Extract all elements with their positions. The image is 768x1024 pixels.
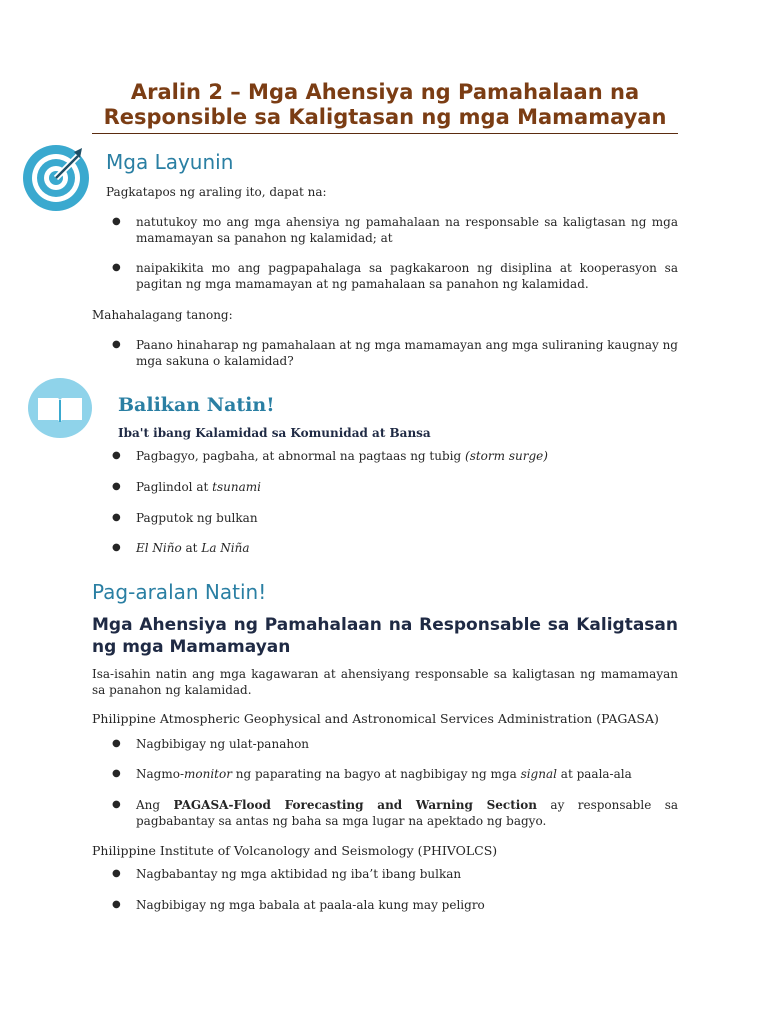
list-item [92, 736, 678, 752]
bullet-dot: ● [112, 512, 121, 523]
pagasa-b3-post: ay responsable sa pagbabantay sa antas ng baha sa mga lugar na apektado ng bagyo. [136, 798, 678, 828]
layunin-bullet-2: naipakikita mo ang pagpapahalaga sa pagkakaroon ng disiplina at kooperasyon sa pagitan ng mga mamamayan at ng pamahalaan sa panahon ng kalamidad. [136, 261, 678, 291]
bullet-dot: ● [112, 899, 121, 910]
pagasa-b3-pre: Ang [136, 798, 174, 812]
tanong-label: Mahahalagang tanong: [92, 308, 233, 322]
list-item [92, 448, 678, 464]
kalamidad-italic: El Niño [136, 541, 182, 555]
bullet-dot: ● [112, 450, 121, 461]
pagasa-bullet-1: Nagbibigay ng ulat-panahon [136, 737, 310, 751]
list-item [92, 540, 678, 556]
list-item [92, 214, 678, 246]
kalamidad-text: Paglindol at [136, 480, 209, 494]
list-item [92, 797, 678, 829]
list-item [92, 260, 678, 292]
bullet-dot: ● [112, 481, 121, 492]
pagasa-b2-italic: monitor [184, 767, 232, 781]
pagaralan-subheading-text: Mga Ahensiya ng Pamahalaan na Responsable sa Kaligtasan ng mga Mamamayan [92, 615, 678, 657]
layunin-bullet-1: natutukoy mo ang mga ahensiya ng pamahalaan na responsable sa kaligtasan ng mga mamamayan sa panahon ng kalamidad; at [136, 215, 678, 245]
pagasa-b2-italic: signal [520, 767, 557, 781]
target-icon [22, 144, 90, 212]
pagasa-b2-post: at paala-ala [556, 767, 632, 781]
kalamidad-italic: (storm surge) [465, 449, 548, 463]
kalamidad-text: Pagbagyo, pagbaha, at abnormal na pagtaas ng tubig [136, 449, 462, 463]
phivolcs-bullet-2: Nagbibigay ng mga babala at paala-ala kung may peligro [136, 898, 485, 912]
phivolcs-label: Philippine Institute of Volcanology and Seismology (PHIVOLCS) [92, 843, 498, 858]
pagaralan-intro: Isa-isahin natin ang mga kagawaran at ahensiyang responsable sa kaligtasan ng mamamayan sa panahon ng kalamidad. [92, 667, 678, 697]
list-item [92, 337, 678, 369]
pagaralan-heading: Pag-aralan Natin! [92, 580, 267, 604]
pagaralan-subheading [92, 614, 678, 658]
title-divider [92, 133, 678, 134]
kalamidad-text: at [185, 541, 198, 555]
pagasa-b2-pre: Nagmo- [136, 767, 184, 781]
list-item [92, 866, 678, 882]
tanong-bullet: Paano hinaharap ng pamahalaan at ng mga mamamayan ang mga suliraning kaugnay ng mga sakuna o kalamidad? [136, 338, 678, 368]
pagasa-label: Philippine Atmospheric Geophysical and Astronomical Services Administration (PAGASA) [92, 711, 659, 726]
bullet-dot: ● [112, 216, 121, 227]
kalamidad-text: Pagputok ng bulkan [136, 511, 258, 525]
list-item [92, 479, 678, 495]
pagasa-b2-mid: ng paparating na bagyo at nagbibigay ng mga [231, 767, 521, 781]
bullet-dot: ● [112, 799, 121, 810]
lesson-title-line2: Responsible sa Kaligtasan ng mga Mamamayan [103, 105, 667, 129]
balikan-subheading: Iba't ibang Kalamidad sa Komunidad at Bansa [118, 426, 431, 440]
lesson-title-line1: Aralin 2 – Mga Ahensiya ng Pamahalaan na [130, 80, 640, 104]
bullet-dot: ● [112, 339, 121, 350]
layunin-intro: Pagkatapos ng araling ito, dapat na: [106, 185, 327, 199]
pagasa-b3-bold: PAGASA-Flood Forecasting and Warning Section [173, 798, 538, 812]
list-item [92, 766, 678, 782]
lesson-title [92, 80, 678, 130]
phivolcs-bullet-1: Nagbabantay ng mga aktibidad ng iba’t ibang bulkan [136, 867, 462, 881]
layunin-heading: Mga Layunin [106, 150, 234, 174]
kalamidad-italic: tsunami [212, 480, 261, 494]
list-item [92, 510, 678, 526]
bullet-dot: ● [112, 542, 121, 553]
book-icon [28, 378, 92, 438]
list-item [92, 897, 678, 913]
bullet-dot: ● [112, 868, 121, 879]
balikan-heading: Balikan Natin! [118, 394, 275, 416]
bullet-dot: ● [112, 262, 121, 273]
bullet-dot: ● [112, 738, 121, 749]
kalamidad-italic: La Niña [201, 541, 250, 555]
bullet-dot: ● [112, 768, 121, 779]
